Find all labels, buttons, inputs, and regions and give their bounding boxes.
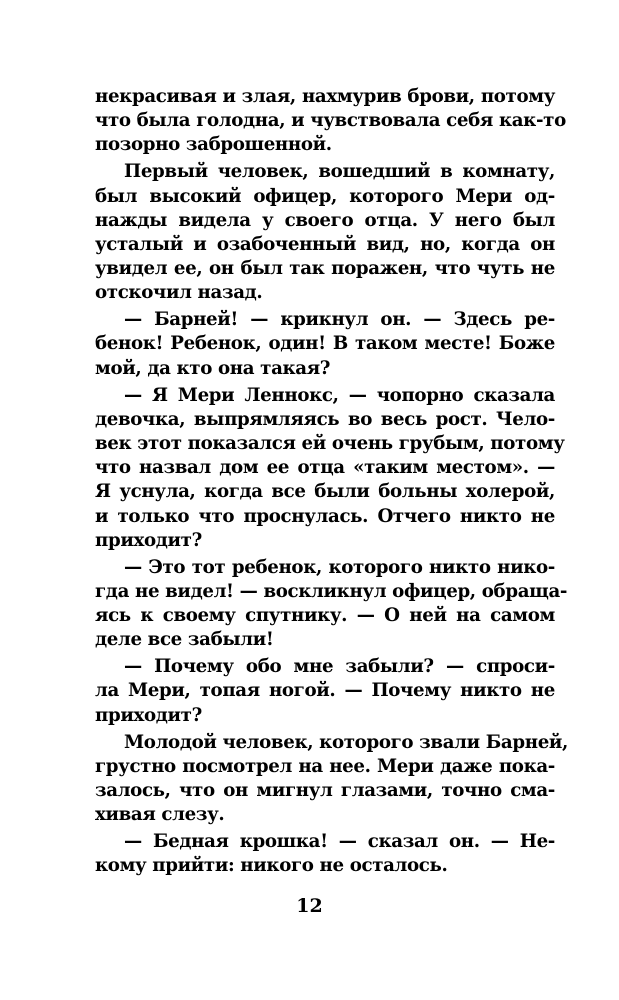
book-page-text bbox=[95, 85, 569, 879]
paragraph-1 bbox=[95, 85, 566, 158]
text-line: ла Мери, топая ногой. — Почему никто не bbox=[95, 680, 555, 702]
text-line: и только что проснулась. Отчего никто не bbox=[95, 505, 555, 527]
text-line: гда не видел! — воскликнул офицер, обраща- bbox=[95, 580, 568, 602]
paragraph-4 bbox=[95, 384, 565, 553]
paragraph-8 bbox=[95, 830, 555, 878]
text-line: — Барней! — крикнул он. — Здесь ре- bbox=[124, 309, 555, 331]
text-line: — Это тот ребенок, которого никто нико- bbox=[124, 556, 555, 578]
text-line: некрасивая и злая, нахмурив брови, потому bbox=[95, 86, 555, 107]
paragraph-7 bbox=[95, 731, 569, 828]
paragraph-6 bbox=[95, 655, 555, 728]
text-line: увидел ее, он был так поражен, что чуть не bbox=[95, 258, 555, 280]
text-line: Молодой человек, которого звали Барней, bbox=[124, 731, 569, 753]
page-number: 12 bbox=[296, 895, 323, 917]
text-line: бенок! Ребенок, один! В таком месте! Боже bbox=[95, 333, 555, 355]
text-line: деле все забыли! bbox=[95, 629, 274, 651]
text-line: — Почему обо мне забыли? — спроси- bbox=[124, 656, 555, 678]
text-line: — Бедная крошка! — сказал он. — Не- bbox=[124, 831, 555, 853]
text-line: усталый и озабоченный вид, но, когда он bbox=[95, 233, 555, 255]
text-line: залось, что он мигнул глазами, точно сма- bbox=[95, 780, 555, 802]
text-line: позорно заброшенной. bbox=[95, 134, 332, 156]
text-line: Я уснула, когда все были больны холерой, bbox=[95, 481, 555, 503]
text-line: был высокий офицер, которого Мери од- bbox=[95, 185, 555, 207]
paragraph-3 bbox=[95, 308, 555, 381]
text-line: грустно посмотрел на нее. Мери даже пока- bbox=[95, 755, 555, 777]
paragraph-2 bbox=[95, 160, 555, 305]
text-line: приходит? bbox=[95, 704, 202, 726]
text-line: отскочил назад. bbox=[95, 282, 263, 304]
text-line: девочка, выпрямляясь во весь рост. Чело- bbox=[95, 408, 555, 430]
text-line: ясь к своему спутнику. — О ней на самом bbox=[95, 605, 555, 627]
text-line: кому прийти: никого не осталось. bbox=[95, 855, 448, 877]
text-line: приходит? bbox=[95, 529, 202, 551]
text-line: мой, да кто она такая? bbox=[95, 357, 331, 379]
text-line: что назвал дом ее отца «таким местом». — bbox=[95, 457, 555, 479]
text-line: что была голодна, и чувствовала себя как-то bbox=[95, 110, 566, 132]
text-line: — Я Мери Леннокс, — чопорно сказала bbox=[124, 384, 555, 406]
text-line: век этот показался ей очень грубым, потому bbox=[95, 433, 565, 455]
paragraph-5 bbox=[95, 556, 568, 653]
text-line: Первый человек, вошедший в комнату, bbox=[124, 161, 555, 183]
text-line: хивая слезу. bbox=[95, 804, 225, 826]
text-line: нажды видела у своего отца. У него был bbox=[95, 209, 555, 231]
